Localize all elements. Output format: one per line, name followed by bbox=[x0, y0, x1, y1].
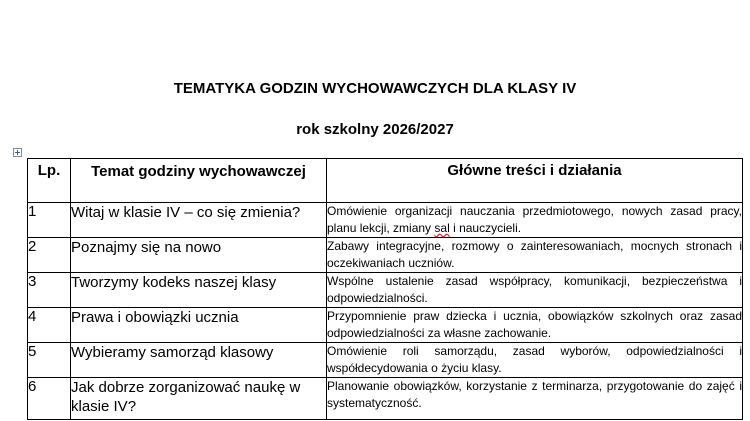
row-topic: Wybieramy samorząd klasowy bbox=[71, 343, 327, 378]
table-header-row bbox=[28, 159, 743, 203]
document-subtitle: rok szkolny 2026/2027 bbox=[296, 121, 454, 138]
table-row bbox=[28, 308, 743, 343]
header-content: Główne treści i działania bbox=[327, 159, 743, 203]
document-title: TEMATYKA GODZIN WYCHOWAWCZYCH DLA KLASY IV bbox=[173, 80, 577, 97]
row-number: 2 bbox=[28, 238, 71, 273]
row-number: 6 bbox=[28, 378, 71, 420]
row-description: Planowanie obowiązków, korzystanie z terminarza, przygotowanie do zajęć i systematyczność. bbox=[327, 378, 743, 420]
row-description: Przypomnienie praw dziecka i ucznia, obowiązków szkolnych oraz zasad odpowiedzialności za własne zachowanie. bbox=[327, 308, 743, 343]
row-topic: Witaj w klasie IV – co się zmienia? bbox=[71, 203, 327, 238]
row-topic: Jak dobrze zorganizować naukę w klasie IV? bbox=[71, 378, 327, 420]
table-row bbox=[28, 238, 743, 273]
table-row bbox=[28, 203, 743, 238]
spellcheck-marked-word: sal bbox=[434, 221, 450, 235]
row-description: Omówienie organizacji nauczania przedmiotowego, nowych zasad pracy, planu lekcji, zmiany sal i nauczycieli. bbox=[327, 203, 743, 238]
row-topic: Tworzymy kodeks naszej klasy bbox=[71, 273, 327, 308]
table-row bbox=[28, 378, 743, 420]
row-number: 1 bbox=[28, 203, 71, 238]
row-topic: Prawa i obowiązki ucznia bbox=[71, 308, 327, 343]
header-lp: Lp. bbox=[28, 159, 71, 203]
table-row bbox=[28, 273, 743, 308]
header-topic: Temat godziny wychowawczej bbox=[71, 159, 327, 203]
lessons-table bbox=[27, 158, 743, 420]
row-number: 3 bbox=[28, 273, 71, 308]
row-description: Zabawy integracyjne, rozmowy o zainteresowaniach, mocnych stronach i oczekiwaniach uczniów. bbox=[327, 238, 743, 273]
table-move-handle-icon[interactable] bbox=[13, 148, 22, 157]
table-row bbox=[28, 343, 743, 378]
row-topic: Poznajmy się na nowo bbox=[71, 238, 327, 273]
row-number: 5 bbox=[28, 343, 71, 378]
row-number: 4 bbox=[28, 308, 71, 343]
row-description: Omówienie roli samorządu, zasad wyborów, odpowiedzialności i współdecydowania o życiu klasy. bbox=[327, 343, 743, 378]
row-description: Wspólne ustalenie zasad współpracy, komunikacji, bezpieczeństwa i odpowiedzialności. bbox=[327, 273, 743, 308]
